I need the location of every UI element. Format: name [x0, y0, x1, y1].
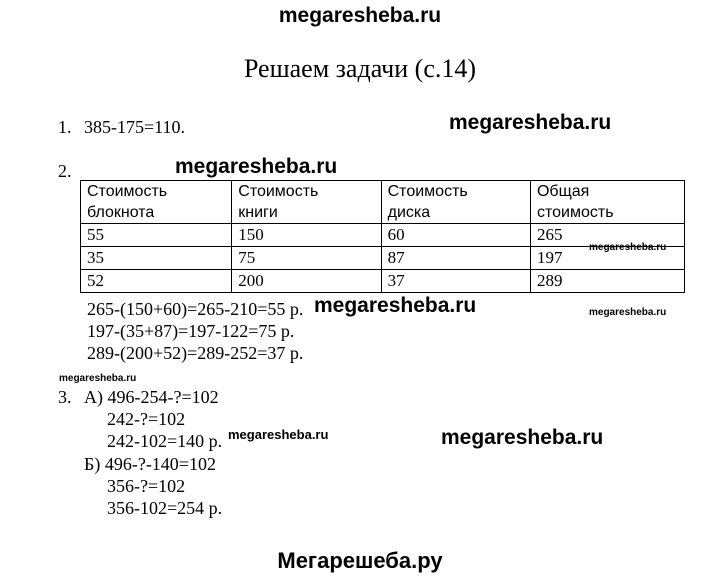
table-header-row: [81, 181, 685, 224]
table-cell: 197: [530, 247, 684, 270]
task3-b-line-2: 356-?=102: [107, 476, 186, 496]
table-cell: 265: [530, 224, 684, 247]
task2-number: 2.: [58, 161, 72, 181]
watermark-6: megaresheba.ru: [59, 373, 137, 384]
table-cell: 37: [381, 270, 530, 293]
task3-b-line-1: Б) 496-?-140=102: [84, 454, 216, 474]
task1-number: 1.: [58, 117, 72, 137]
header-cell: Общая стоимость: [530, 181, 684, 224]
task1-text: 385-175=110.: [84, 117, 185, 137]
task3-number: 3.: [58, 387, 72, 407]
table-cell: 52: [81, 270, 232, 293]
header-cell: Стоимость диска: [381, 181, 530, 224]
watermark-1: megaresheba.ru: [449, 111, 612, 134]
table-row: [81, 270, 685, 293]
watermark-5: megaresheba.ru: [589, 307, 667, 318]
watermark-8: megaresheba.ru: [441, 426, 604, 449]
bottom-watermark: Мегарешеба.ру: [277, 548, 443, 573]
table-cell: 55: [81, 224, 232, 247]
top-watermark: megaresheba.ru: [278, 4, 442, 27]
task2-line-3: 289-(200+52)=289-252=37 р.: [87, 343, 304, 363]
task3-b-line-3: 356-102=254 р.: [107, 498, 223, 518]
table-cell: 200: [232, 270, 381, 293]
task3-a-line-2: 242-?=102: [107, 409, 186, 429]
table-cell: 150: [232, 224, 381, 247]
header-cell: Стоимость книги: [232, 181, 381, 224]
table-cell: 60: [381, 224, 530, 247]
page-title: Решаем задачи (с.14): [243, 54, 477, 83]
watermark-7: megaresheba.ru: [228, 427, 329, 442]
table-cell: 75: [232, 247, 381, 270]
task2-line-2: 197-(35+87)=197-122=75 р.: [87, 321, 295, 341]
price-table: [80, 180, 685, 293]
watermark-4: megaresheba.ru: [314, 294, 477, 317]
header-cell: Стоимость блокнота: [81, 181, 232, 224]
table-cell: 35: [81, 247, 232, 270]
table-cell: 289: [530, 270, 684, 293]
task2-line-1: 265-(150+60)=265-210=55 р.: [87, 299, 304, 319]
task3-a-line-3: 242-102=140 р.: [107, 431, 223, 451]
watermark-3: megaresheba.ru: [589, 242, 667, 253]
watermark-2: megaresheba.ru: [175, 155, 338, 178]
task3-a-line-1: А) 496-254-?=102: [84, 387, 219, 407]
table-cell: 87: [381, 247, 530, 270]
